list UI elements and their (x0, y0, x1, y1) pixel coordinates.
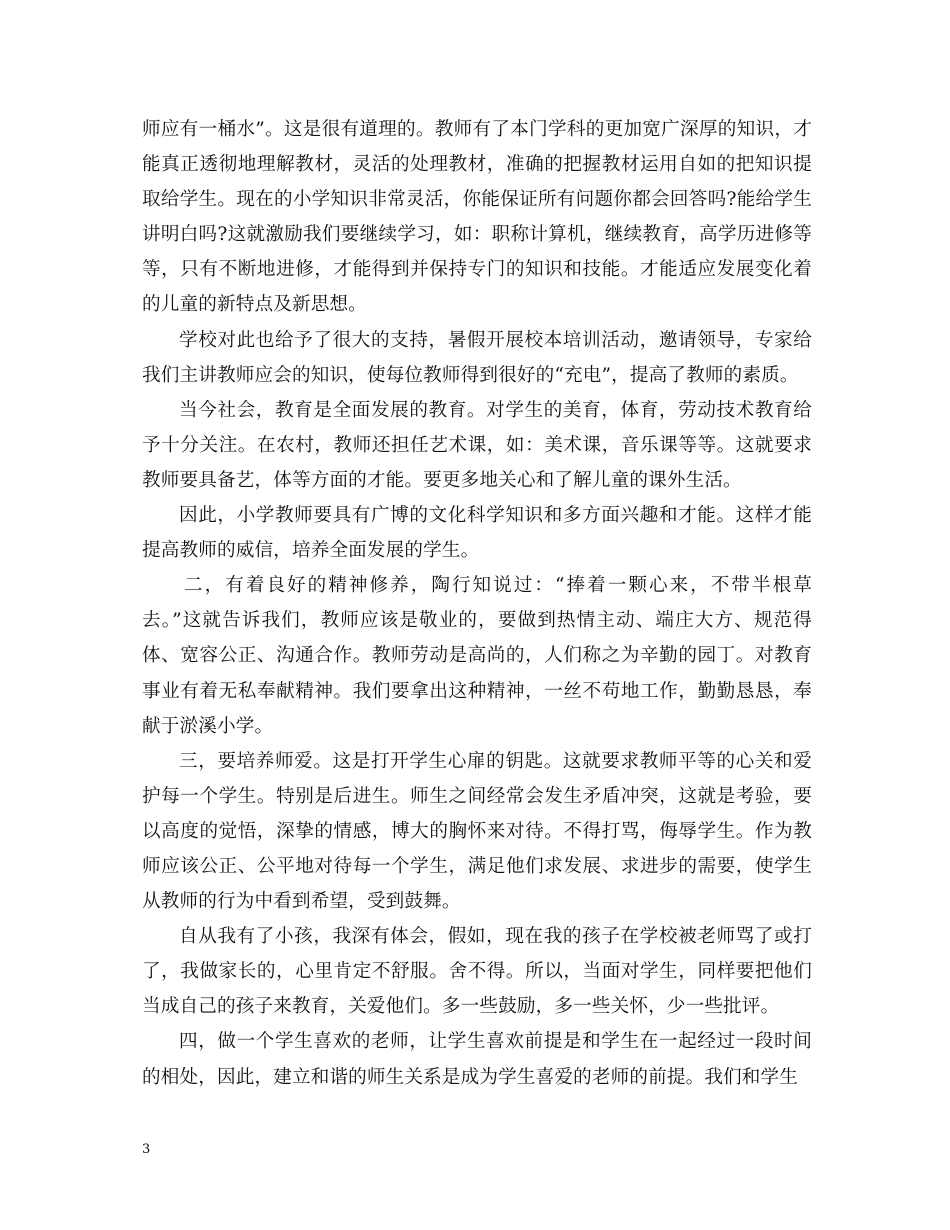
paragraph-continuation: 师应有一桶水”。这是很有道理的。教师有了本门学科的更加宽广深厚的知识，才能真正透彻地理解教材，灵活的处理教材，准确的把握教材运用自如的把知识提取给学生。现在的小学知识非常灵活，你能保证所有问题你都会回答吗?能给学生讲明白吗?这就激励我们要继续学习，如：职称计算机，继续教育，高学历进修等等，只有不断地进修，才能得到并保持专门的知识和技能。才能适应发展变化着的儿童的新特点及新思想。 (142, 119, 812, 316)
paragraph-personal-experience: 自从我有了小孩，我深有体会，假如，现在我的孩子在学校被老师骂了或打了，我做家长的，心里肯定不舒服。舍不得。所以，当面对学生，同样要把他们当成自己的孩子来教育，关爱他们。多一些鼓励，多一些关怀，少一些批评。 (142, 926, 812, 1018)
paragraph-point-three: 三，要培养师爱。这是打开学生心扉的钥匙。这就要求教师平等的心关和爱护每一个学生。特别是后进生。师生之间经常会发生矛盾冲突，这就是考验，要以高度的觉悟，深挚的情感，博大的胸怀来对待。不得打骂，侮辱学生。作为教师应该公正、公平地对待每一个学生，满足他们求发展、求进步的需要，使学生从教师的行为中看到希望，受到鼓舞。 (142, 750, 812, 913)
paragraph-comprehensive-education: 当今社会，教育是全面发展的教育。对学生的美育，体育，劳动技术教育给予十分关注。在农村，教师还担任艺术课，如：美术课，音乐课等等。这就要求教师要具备艺，体等方面的才能。要更多地关心和了解儿童的课外生活。 (142, 399, 812, 491)
paragraph-point-two: 二，有着良好的精神修养，陶行知说过：“捧着一颗心来，不带半根草去。”这就告诉我们，教师应该是敬业的，要做到热情主动、端庄大方、规范得体、宽容公正、沟通合作。教师劳动是高尚的，人们称之为辛勤的园丁。对教育事业有着无私奉献精神。我们要拿出这种精神，一丝不苟地工作，勤勤恳恳，奉献于淤溪小学。 (142, 575, 812, 737)
page-number: 3 (142, 1142, 151, 1157)
body-text (142, 112, 812, 1095)
paragraph-broad-knowledge: 因此，小学教师要具有广博的文化科学知识和多方面兴趣和才能。这样才能提高教师的威信，培养全面发展的学生。 (142, 505, 812, 562)
paragraph-point-four: 四，做一个学生喜欢的老师，让学生喜欢前提是和学生在一起经过一段时间的相处，因此，建立和谐的师生关系是成为学生喜爱的老师的前提。我们和学生 (142, 1031, 812, 1088)
paragraph-school-support: 学校对此也给予了很大的支持，暑假开展校本培训活动，邀请领导，专家给我们主讲教师应会的知识，使每位教师得到很好的“充电”，提高了教师的素质。 (142, 329, 812, 386)
